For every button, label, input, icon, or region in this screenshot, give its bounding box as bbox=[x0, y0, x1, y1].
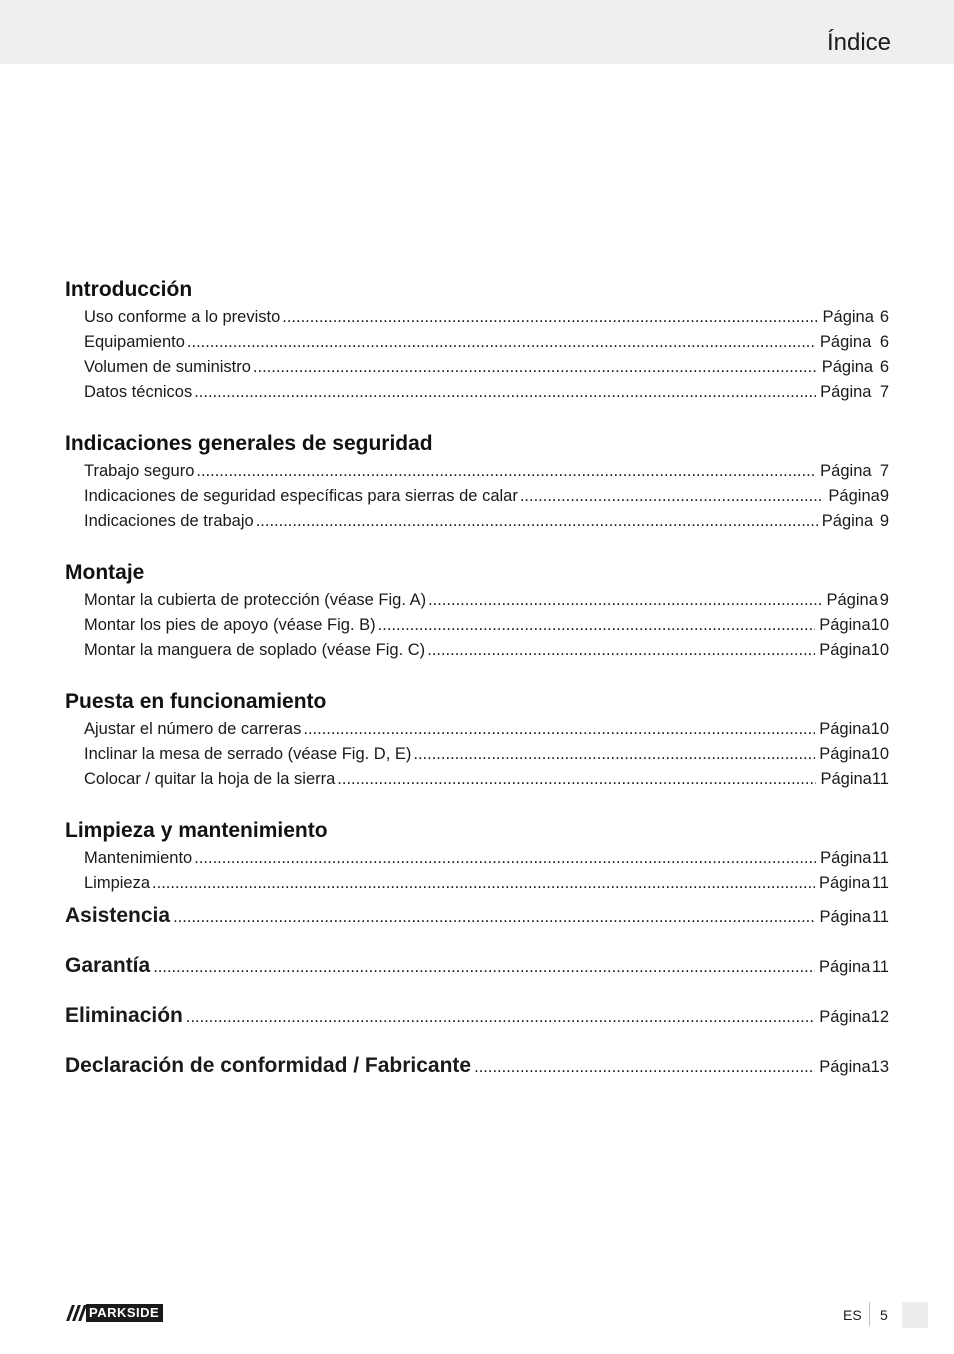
dot-leader bbox=[282, 305, 818, 330]
toc-entry[interactable] bbox=[65, 305, 889, 330]
toc-top-entry[interactable] bbox=[65, 946, 889, 996]
toc-entry[interactable] bbox=[65, 742, 889, 767]
section-heading: Montaje bbox=[65, 561, 145, 584]
footer-divider bbox=[869, 1302, 870, 1326]
brand-name: PARKSIDE bbox=[86, 1304, 163, 1322]
dot-leader bbox=[173, 897, 815, 937]
toc-entry[interactable] bbox=[65, 484, 889, 509]
entry-label: Mantenimiento bbox=[84, 849, 193, 867]
page-number: 6 bbox=[879, 358, 889, 376]
dot-leader bbox=[303, 717, 815, 742]
page-word: Página bbox=[828, 487, 880, 505]
page-number: 9 bbox=[879, 591, 889, 609]
section-heading: Indicaciones generales de seguridad bbox=[65, 432, 433, 455]
page-word: Página bbox=[822, 308, 874, 326]
language-code: ES bbox=[843, 1307, 862, 1323]
page-number: 7 bbox=[879, 462, 889, 480]
dot-leader bbox=[194, 380, 816, 405]
toc-entry[interactable] bbox=[65, 638, 889, 663]
page-number: 11 bbox=[871, 849, 889, 867]
page-number: 10 bbox=[870, 745, 889, 763]
section-heading: Limpieza y mantenimiento bbox=[65, 819, 328, 842]
page-word: Página bbox=[819, 616, 871, 634]
page-word: Página bbox=[820, 383, 872, 401]
page-word: Página bbox=[820, 462, 872, 480]
entry-label: Colocar / quitar la hoja de la sierra bbox=[84, 770, 336, 788]
entry-label: Equipamiento bbox=[84, 333, 185, 351]
section-heading: Introducción bbox=[65, 278, 193, 301]
entry-label: Trabajo seguro bbox=[84, 462, 195, 480]
toc-entry[interactable] bbox=[65, 846, 889, 871]
dot-leader bbox=[194, 846, 816, 871]
page-word: Página bbox=[818, 874, 871, 892]
toc-section bbox=[65, 816, 889, 896]
dot-leader bbox=[153, 947, 815, 987]
page-word: Página bbox=[819, 745, 871, 763]
page-word: Página bbox=[821, 512, 874, 530]
entry-label: Indicaciones de trabajo bbox=[84, 512, 254, 530]
toc-section bbox=[65, 275, 889, 405]
page-word: Página bbox=[819, 908, 871, 926]
entry-heading: Eliminación bbox=[65, 1004, 183, 1027]
logo-slashes-icon bbox=[66, 1304, 86, 1322]
page-number: 13 bbox=[870, 1058, 889, 1076]
page-number: 11 bbox=[871, 874, 889, 892]
toc-section bbox=[65, 429, 889, 534]
toc-entry[interactable] bbox=[65, 355, 889, 380]
entry-heading: Declaración de conformidad / Fabricante bbox=[65, 1054, 472, 1077]
dot-leader bbox=[196, 459, 816, 484]
toc-entry[interactable] bbox=[65, 613, 889, 638]
header-band bbox=[0, 0, 954, 64]
toc-entry[interactable] bbox=[65, 871, 889, 896]
dot-leader bbox=[186, 997, 815, 1037]
entry-label: Datos técnicos bbox=[84, 383, 193, 401]
page-word: Página bbox=[819, 641, 871, 659]
dot-leader bbox=[427, 638, 815, 663]
dot-leader bbox=[413, 742, 815, 767]
page-word: Página bbox=[821, 358, 874, 376]
section-heading: Puesta en funcionamiento bbox=[65, 690, 327, 713]
toc-entry[interactable] bbox=[65, 717, 889, 742]
entry-label: Ajustar el número de carreras bbox=[84, 720, 302, 738]
dot-leader bbox=[152, 871, 815, 896]
dot-leader bbox=[187, 330, 816, 355]
page-word: Página bbox=[819, 720, 871, 738]
dot-leader bbox=[253, 355, 818, 380]
page-word: Página bbox=[820, 849, 872, 867]
toc-entry[interactable] bbox=[65, 767, 889, 792]
page-word: Página bbox=[819, 1058, 871, 1076]
page-word: Página bbox=[818, 958, 871, 976]
entry-label: Montar los pies de apoyo (véase Fig. B) bbox=[84, 616, 376, 634]
page-number: 9 bbox=[879, 512, 889, 530]
toc-top-entry[interactable] bbox=[65, 996, 889, 1046]
toc-entry[interactable] bbox=[65, 509, 889, 534]
toc-top-entry[interactable] bbox=[65, 1046, 889, 1096]
page-number: 10 bbox=[870, 641, 889, 659]
entry-heading: Garantía bbox=[65, 954, 151, 977]
dot-leader bbox=[474, 1047, 815, 1087]
page-word: Página bbox=[819, 333, 872, 351]
toc-entry[interactable] bbox=[65, 588, 889, 613]
toc-section bbox=[65, 687, 889, 792]
footer-tab-marker bbox=[902, 1302, 928, 1328]
entry-label: Inclinar la mesa de serrado (véase Fig. D, E) bbox=[84, 745, 412, 763]
dot-leader bbox=[428, 588, 822, 613]
page-number: 11 bbox=[871, 908, 889, 926]
entry-heading: Asistencia bbox=[65, 904, 171, 927]
dot-leader bbox=[337, 767, 816, 792]
entry-label: Montar la manguera de soplado (véase Fig. C) bbox=[84, 641, 426, 659]
page-number: 11 bbox=[871, 770, 889, 788]
toc-top-entry[interactable] bbox=[65, 896, 889, 946]
table-of-contents bbox=[65, 275, 889, 1096]
page-word: Página bbox=[820, 770, 872, 788]
page-number-footer: 5 bbox=[880, 1307, 888, 1323]
parkside-logo bbox=[66, 1304, 163, 1322]
page-number: 10 bbox=[870, 720, 889, 738]
dot-leader bbox=[256, 509, 818, 534]
dot-leader bbox=[378, 613, 816, 638]
page-number: 6 bbox=[879, 308, 889, 326]
toc-section bbox=[65, 558, 889, 663]
page-word: Página bbox=[819, 1008, 871, 1026]
entry-label: Montar la cubierta de protección (véase Fig. A) bbox=[84, 591, 427, 609]
page-number: 6 bbox=[879, 333, 889, 351]
entry-label: Uso conforme a lo previsto bbox=[84, 308, 281, 326]
page-number: 9 bbox=[879, 487, 889, 505]
page-number: 7 bbox=[879, 383, 889, 401]
toc-entry[interactable] bbox=[65, 380, 889, 405]
page-number: 11 bbox=[871, 958, 889, 976]
page-title: Índice bbox=[826, 29, 891, 56]
toc-entry[interactable] bbox=[65, 459, 889, 484]
entry-label: Indicaciones de seguridad específicas para sierras de calar bbox=[84, 487, 518, 505]
page-number: 12 bbox=[870, 1008, 889, 1026]
page-number: 10 bbox=[870, 616, 889, 634]
entry-label: Limpieza bbox=[84, 874, 151, 892]
entry-label: Volumen de suministro bbox=[84, 358, 251, 376]
toc-entry[interactable] bbox=[65, 330, 889, 355]
page-word: Página bbox=[826, 591, 878, 609]
dot-leader bbox=[520, 484, 825, 509]
